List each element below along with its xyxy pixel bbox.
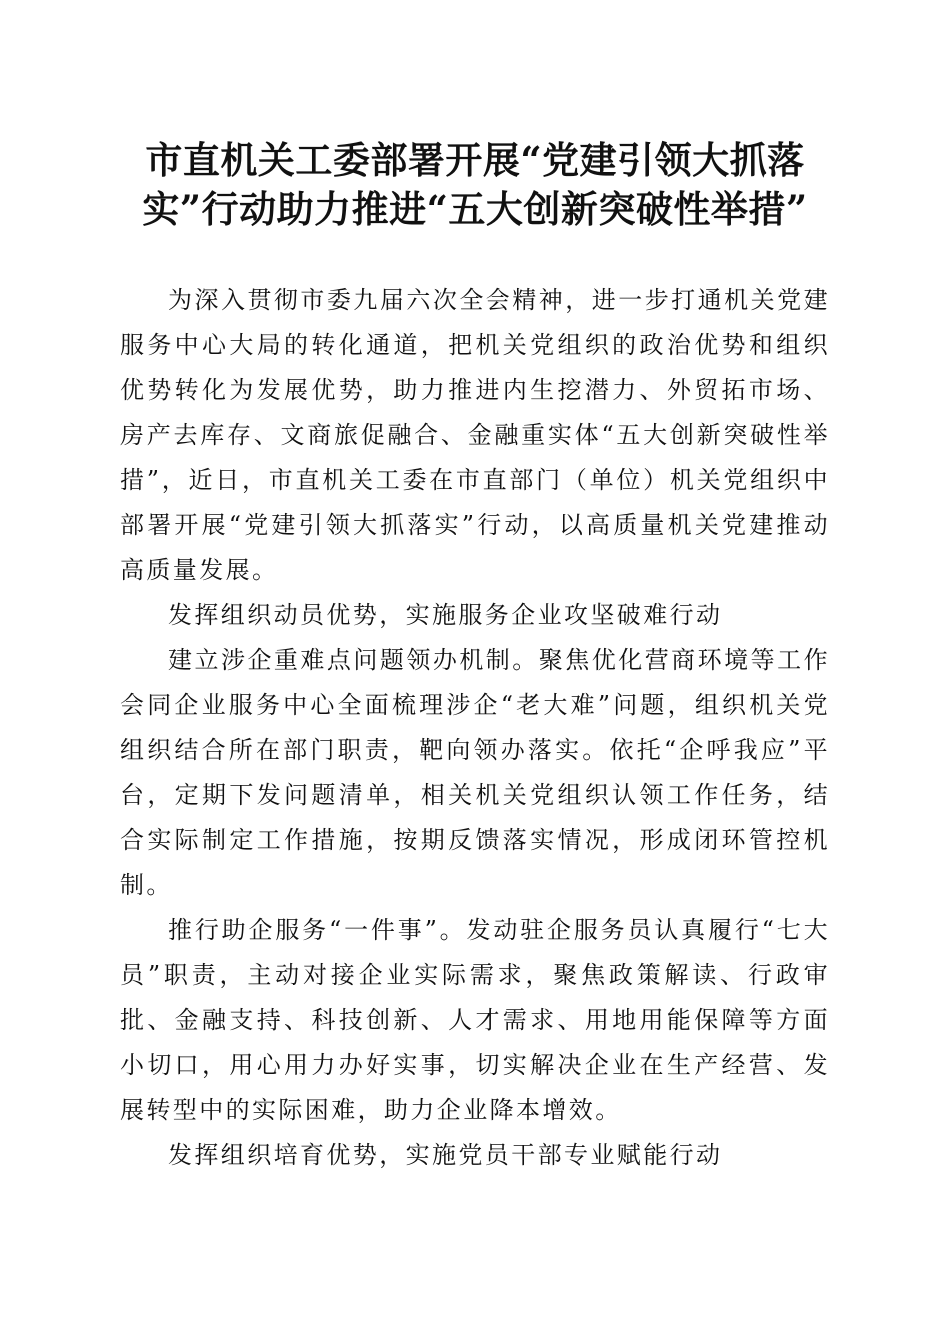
title-line-1: 市直机关工委部署开展“党建引领大抓落 xyxy=(145,138,805,182)
section-heading-2: 发挥组织培育优势，实施党员干部专业赋能行动 xyxy=(168,1141,723,1169)
section-heading-1: 发挥组织动员优势，实施服务企业攻坚破难行动 xyxy=(168,601,723,629)
body-paragraph: 推行助企服务“一件事”。发动驻企服务员认真履行“七大员”职责，主动对接企业实际需求，聚焦政策解读、行政审批、金融支持、科技创新、人才需求、用地用能保障等方面小切口，用心用力办好实事，切实解决企业在生产经营、发展转型中的实际困难，助力企业降本增效。 xyxy=(120,916,830,1124)
body-paragraph: 建立涉企重难点问题领办机制。聚焦优化营商环境等工作会同企业服务中心全面梳理涉企“老大难”问题，组织机关党组织结合所在部门职责，靶向领办落实。依托“企呼我应”平台，定期下发问题清单，相关机关党组织认领工作任务，结合实际制定工作措施，按期反馈落实情况，形成闭环管控机制。 xyxy=(120,646,830,899)
title-line-2: 实”行动助力推进“五大创新突破性举措” xyxy=(142,187,808,231)
intro-paragraph: 为深入贯彻市委九届六次全会精神，进一步打通机关党建服务中心大局的转化通道，把机关党组织的政治优势和组织优势转化为发展优势，助力推进内生挖潜力、外贸拓市场、房产去库存、文商旅促融合、金融重实体“五大创新突破性举措”，近日，市直机关工委在市直部门（单位）机关党组织中部署开展“党建引领大抓落实”行动，以高质量机关党建推动高质量发展。 xyxy=(120,286,830,584)
document-body xyxy=(120,278,830,1178)
document-title xyxy=(120,136,830,234)
